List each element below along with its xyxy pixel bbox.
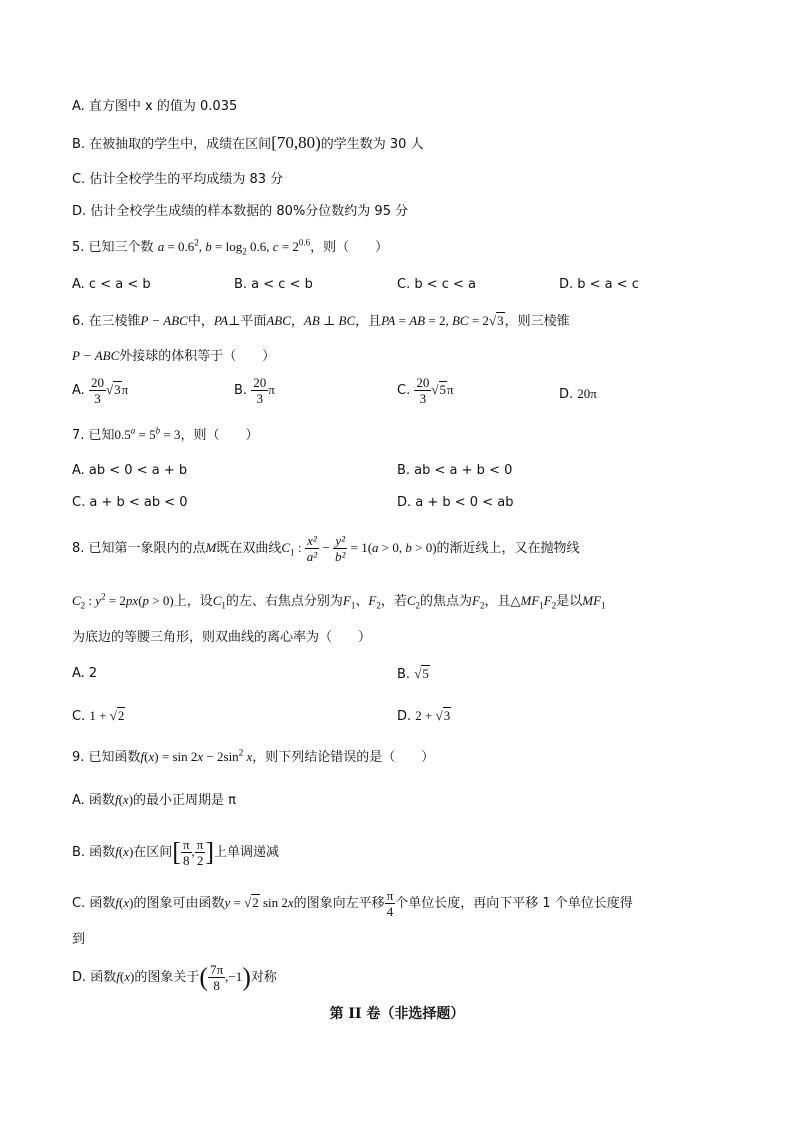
q8-text-d: 上，设	[173, 594, 213, 609]
q8-option-a: A. 2	[72, 666, 98, 681]
q4-option-b-text-end: 的学生数为 30 人	[320, 137, 424, 152]
q9-option-c-line2: 到	[72, 932, 86, 947]
q9-option-c-mid1: 的图象可由函数	[133, 896, 225, 911]
q7-stem: 7. 已知$0.5^a = 5^b = 3$，则（ ）	[72, 425, 259, 443]
q5-option-a: A. c < a < b	[72, 277, 151, 292]
q7-option-a: A. ab < 0 < a + b	[72, 463, 188, 478]
q5-option-b: B. a < c < b	[234, 277, 313, 292]
q6-option-a: A. $\frac{20}{3}$ √3π	[72, 375, 129, 406]
q6-text-b: 中，	[187, 314, 214, 329]
q5-option-c: C. b < c < a	[397, 277, 477, 292]
q5-stem-text: 5. 已知三个数	[72, 240, 154, 255]
q5-stem: 5. 已知三个数 $a = 0.6^2$, $b = \log_2 0.6$, $c = 2^{0.6}$，则（ ）	[72, 237, 389, 257]
q9-text-b: ，则下列结论错误的是（ ）	[252, 750, 435, 765]
q7-option-d: D. a + b < 0 < ab	[397, 495, 514, 510]
q6-option-c-label: C.	[397, 383, 411, 398]
q6-option-d	[559, 384, 597, 405]
q8-option-c-label: C.	[72, 709, 86, 724]
q8-option-b-label: B.	[397, 667, 411, 682]
q7-text-a: 7. 已知	[72, 428, 115, 443]
q4-option-b-text: B. 在被抽取的学生中，成绩在区间	[72, 137, 272, 152]
fraction	[89, 375, 106, 406]
frac-num: 20	[416, 375, 430, 390]
q8-text-e: 的左、右焦点分别为	[225, 594, 343, 609]
q6-option-b: B. $\frac{20}{3}$ π	[234, 375, 275, 406]
q9-stem: 9. 已知函数$f(x) = \sin 2x - 2\sin^2$ x，则下列结论错误的是（ ）	[72, 747, 435, 765]
q9-option-a-text: A. 函数	[72, 793, 115, 808]
q6-text-f: ，则三棱锥	[504, 314, 570, 329]
q9-option-b-text: B. 函数	[72, 845, 116, 860]
q9-option-d: D. 函数f(x)的图象关于( $\frac{7\pi}{8}$ ,−1)对称	[72, 962, 277, 993]
q6-text-e: ，且	[355, 314, 382, 329]
frac-den: 3	[419, 391, 427, 406]
q8-text-b: 既在双曲线	[216, 541, 282, 556]
q4-option-b	[72, 133, 424, 155]
q8-text-a: 8. 已知第一象限内的点	[72, 541, 206, 556]
fraction: $\frac{\pi}{8}$	[182, 837, 190, 868]
frac-num: 20	[90, 375, 104, 390]
q6-text-a: 6. 在三棱锥	[72, 314, 141, 329]
q4-option-b-interval: [70,80)	[271, 133, 321, 152]
q9-option-d-end: 对称	[250, 970, 277, 985]
q8-text-h: ，且	[484, 594, 511, 609]
q9-option-d-text: D. 函数	[72, 970, 117, 985]
q6-stem-line1: 6. 在三棱锥P − ABC中，PA⊥平面ABC，AB ⊥ BC，且PA = AB = 2, BC = 2√3，则三棱锥	[72, 313, 570, 329]
fraction: $\frac{\text{y²}}{\text{b²}}$	[334, 533, 346, 564]
q8-stem-line3: 为底边的等腰三角形，则双曲线的离心率为（ ）	[72, 630, 372, 645]
q4-option-c: C. 估计全校学生的平均成绩为 83 分	[72, 172, 284, 187]
q4-option-a: A. 直方图中 x 的值为 0.035	[72, 99, 238, 114]
fraction: $\frac{\text{x²}}{\text{a²}}$	[306, 533, 318, 564]
q6-option-b-label: B.	[234, 383, 248, 398]
q4-option-d: D. 估计全校学生成绩的样本数据的 80%分位数约为 95 分	[72, 204, 409, 219]
q8-stem-line1: 8. 已知第一象限内的点M既在双曲线$C_1$ : $\frac{\text{x²}}{\text{a²}}$ − $\frac{\text{y²}}{\text{b²}}$ = 1(a > 0, b > 0)的渐近线上，又在抛物线	[72, 533, 580, 564]
fraction: $\frac{\pi}{4}$	[386, 888, 394, 919]
fraction	[414, 375, 431, 406]
q6-stem-line2: P − ABC外接球的体积等于（ ）	[72, 348, 276, 364]
q9-option-c-text: C. 函数	[72, 896, 116, 911]
frac-den: 3	[94, 391, 101, 406]
q8-text-f: ，若	[380, 594, 407, 609]
q6-text-g: 外接球的体积等于（ ）	[119, 349, 276, 364]
q8-text-c: 的渐近线上，又在抛物线	[436, 541, 580, 556]
q9-option-d-mid: 的图象关于	[134, 970, 200, 985]
q9-option-c-mid2: 的图象向左平移	[293, 896, 385, 911]
q8-option-b: B. √5	[397, 666, 429, 682]
q8-stem-line2: $C_2$ : $y^2 = 2px(p > 0)$上，设$C_1$的左、右焦点分别为$F_1$、$F_2$，若$C_2$的焦点为$F_2$，且$\triangle MF_1F_2$是以$MF_1$	[72, 591, 606, 611]
q9-text-a: 9. 已知函数	[72, 750, 141, 765]
q8-option-d-label: D.	[397, 709, 412, 724]
fraction: $\frac{\pi}{2}$	[196, 837, 204, 868]
section-title: 第 II 卷（非选择题）	[329, 1006, 465, 1022]
q5-option-d: D. b < a < c	[559, 277, 639, 292]
q6-option-c: C. $\frac{20}{3}$ √5π	[397, 375, 454, 406]
q6-text-c: 平面	[240, 314, 267, 329]
q9-option-a: A. 函数f(x)的最小正周期是 π	[72, 792, 236, 808]
frac-num: 20	[253, 375, 267, 390]
q9-option-a-end: 的最小正周期是 π	[133, 793, 236, 808]
q9-option-c-end: 个单位长度，再向下平移 1 个单位长度得	[395, 896, 633, 911]
q5-stem-end: ，则（ ）	[310, 240, 389, 255]
fraction: $\frac{7\pi}{8}$	[210, 962, 224, 993]
fraction	[251, 375, 268, 406]
q8-option-d: D. 2 + √3	[397, 708, 451, 724]
q6-option-d-value: 20π	[577, 386, 597, 401]
q9-option-b-end: 上单调递减	[214, 845, 280, 860]
q9-option-b-mid: 在区间	[133, 845, 173, 860]
q7-text-b: ，则（ ）	[180, 428, 259, 443]
q6-option-a-label: A.	[72, 383, 85, 398]
q9-option-c: C. 函数f(x)的图象可由函数y = √2 sin 2x的图象向左平移 $\frac{\pi}{4}$ 个单位长度，再向下平移 1 个单位长度得	[72, 888, 633, 919]
q8-text-g: 的焦点为	[420, 594, 473, 609]
q7-option-c: C. a + b < ab < 0	[72, 495, 188, 510]
q6-option-d-label: D.	[559, 387, 574, 402]
q7-option-b: B. ab < a + b < 0	[397, 463, 513, 478]
q6-text-d: ，	[290, 314, 304, 329]
frac-den: 3	[256, 391, 263, 406]
q9-option-b: B. 函数f(x)在区间[ $\frac{\pi}{8}$ , $\frac{\pi}{2}$ ]上单调递减	[72, 837, 280, 868]
q8-option-c: C. 1 + √2	[72, 708, 125, 724]
q8-text-i: 是以	[556, 594, 583, 609]
